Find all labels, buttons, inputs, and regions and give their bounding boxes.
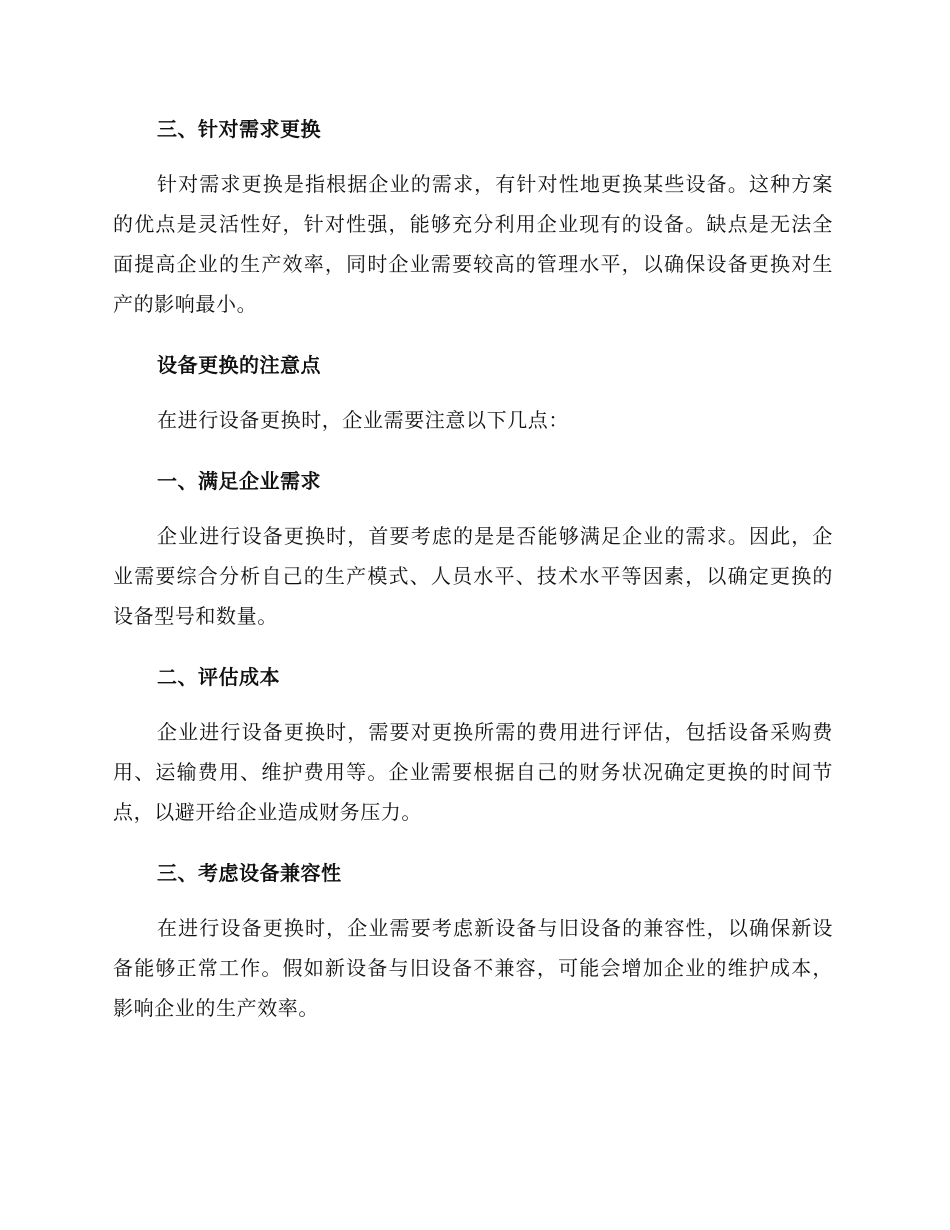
section-heading-replacement-notes: 设备更换的注意点 (157, 353, 321, 377)
section-heading-assess-cost: 二、评估成本 (157, 665, 280, 689)
paragraph-meet-needs: 企业进行设备更换时，首要考虑的是是否能够满足企业的需求。因此，企业需要综合分析自己的生产模式、人员水平、技术水平等因素，以确定更换的设备型号和数量。 (113, 524, 833, 628)
document-body (113, 108, 833, 1028)
section-heading-demand-replacement: 三、针对需求更换 (157, 117, 321, 141)
section-heading-meet-needs: 一、满足企业需求 (157, 469, 321, 493)
paragraph-compatibility: 在进行设备更换时，企业需要考虑新设备与旧设备的兼容性，以确保新设备能够正常工作。假如新设备与旧设备不兼容，可能会增加企业的维护成本，影响企业的生产效率。 (113, 916, 833, 1020)
paragraph-replacement-notes-intro: 在进行设备更换时，企业需要注意以下几点： (157, 408, 569, 432)
paragraph-demand-replacement: 针对需求更换是指根据企业的需求，有针对性地更换某些设备。这种方案的优点是灵活性好，针对性强，能够充分利用企业现有的设备。缺点是无法全面提高企业的生产效率，同时企业需要较高的管理水平，以确保设备更换对生产的影响最小。 (113, 172, 833, 316)
paragraph-assess-cost: 企业进行设备更换时，需要对更换所需的费用进行评估，包括设备采购费用、运输费用、维护费用等。企业需要根据自己的财务状况确定更换的时间节点，以避开给企业造成财务压力。 (113, 720, 833, 824)
section-heading-compatibility: 三、考虑设备兼容性 (157, 861, 342, 885)
